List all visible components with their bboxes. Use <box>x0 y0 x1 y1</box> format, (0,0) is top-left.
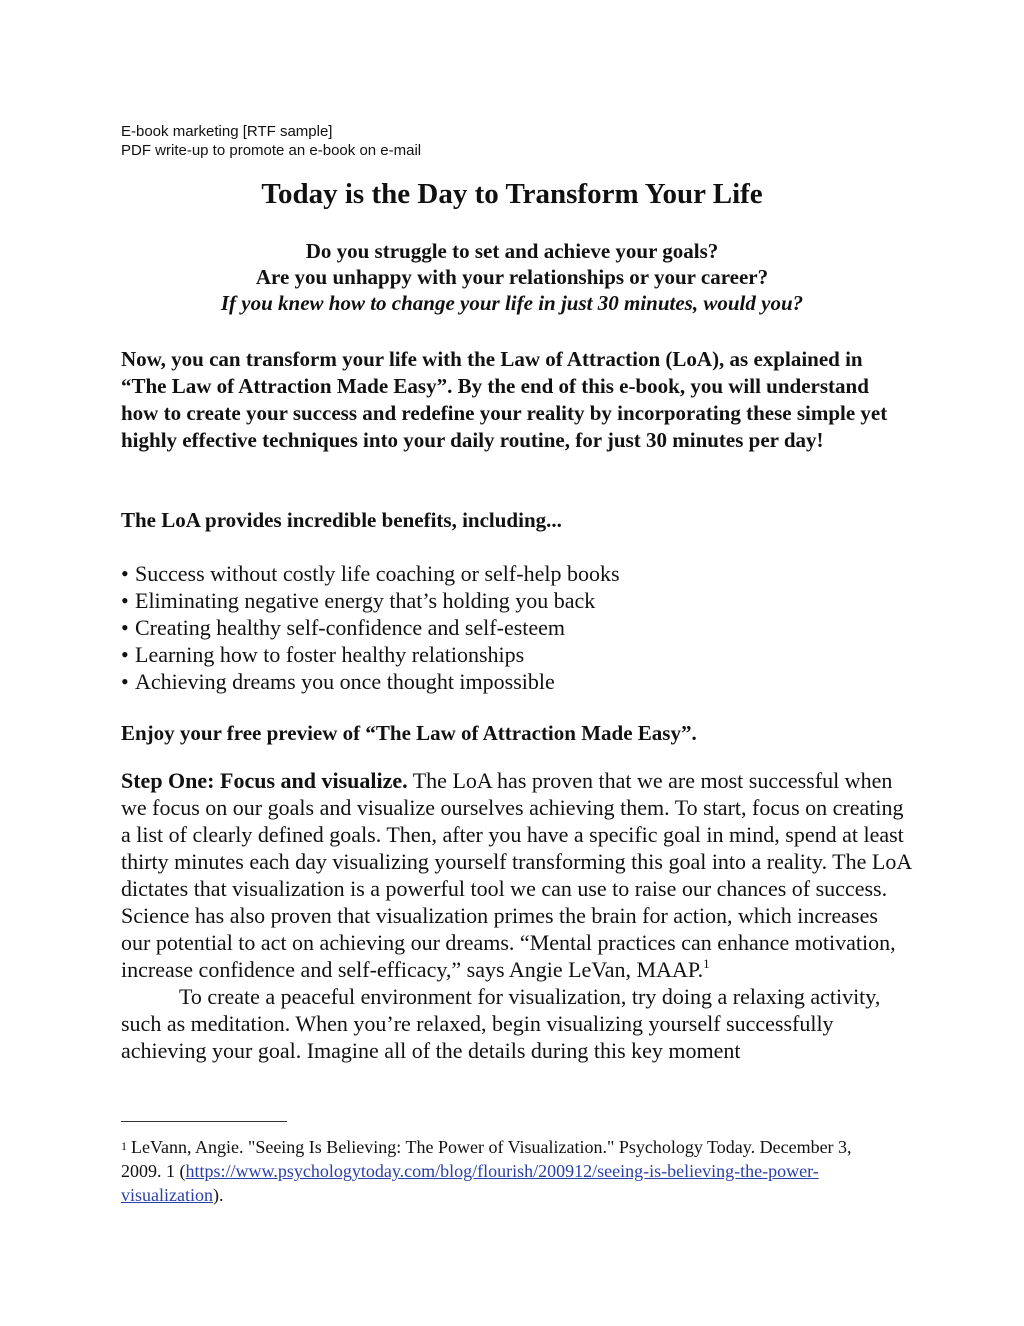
footnote-reference[interactable]: 1 <box>703 956 710 971</box>
list-item <box>121 614 620 641</box>
step-one-text: The LoA has proven that we are most successful when we focus on our goals and visualize ourselves achieving them. To start, focus on creating a list of clearly defined goals. Then, after you have a specific goal in mind, spend at least thirty minutes each day visualizing yourself transforming this goal into a reality. The LoA dictates that visualization is a powerful tool we can use to raise our chances of success. Science has also proven that visualization primes the brain for action, which increases our potential to act on achieving our dreams. “Mental practices can enhance motivation, increase confidence and self-efficacy,” says Angie LeVan, MAAP. <box>121 768 911 982</box>
page-title: Today is the Day to Transform Your Life <box>261 178 763 210</box>
footnote-closing: ). <box>212 1185 224 1205</box>
question-1: Do you struggle to set and achieve your goals? <box>305 239 719 263</box>
list-item-text: Learning how to foster healthy relationships <box>135 642 525 667</box>
list-item <box>121 560 620 587</box>
footnote-text: LeVann, Angie. "Seeing Is Believing: The Power of Visualization." Psychology Today. December 3, 2009. 1 ( <box>121 1137 852 1181</box>
list-item-text: Success without costly life coaching or self-help books <box>135 561 620 586</box>
list-item-text: Achieving dreams you once thought impossible <box>135 669 555 694</box>
preview-heading: Enjoy your free preview of “The Law of Attraction Made Easy”. <box>121 721 697 745</box>
list-item-text: Eliminating negative energy that’s holding you back <box>135 588 596 613</box>
question-2: Are you unhappy with your relationships or your career? <box>255 265 769 289</box>
step-one-label: Step One: Focus and visualize. <box>121 768 408 793</box>
step-one-section <box>121 767 911 1064</box>
header-line-1: E-book marketing [RTF sample] <box>121 123 333 140</box>
footnote-link[interactable]: https://www.psychologytoday.com/blog/flourish/200912/seeing-is-believing-the-power-visualization <box>121 1161 819 1205</box>
list-item-text: Creating healthy self-confidence and self-esteem <box>135 615 566 640</box>
step-one-paragraph <box>121 767 911 983</box>
list-item <box>121 668 620 695</box>
step-one-paragraph-2: To create a peaceful environment for visualization, try doing a relaxing activity, such as meditation. When you’re relaxed, begin visualizing yourself successfully achieving your goal. Imagine all of the details during this key moment <box>121 984 881 1063</box>
list-item <box>121 587 620 614</box>
benefits-heading: The LoA provides incredible benefits, including... <box>121 508 562 532</box>
benefits-list <box>121 560 620 695</box>
intro-paragraph: Now, you can transform your life with the Law of Attraction (LoA), as explained in “The Law of Attraction Made Easy”. By the end of this e-book, you will understand how to create your success and redefine your reality by incorporating these simple yet highly effective techniques into your daily routine, for just 30 minutes per day! <box>121 347 888 452</box>
bullet-icon: • <box>121 588 129 613</box>
footnote <box>121 1134 881 1207</box>
bullet-icon: • <box>121 615 129 640</box>
footnote-divider <box>121 1121 287 1122</box>
list-item <box>121 641 620 668</box>
header-line-2: PDF write-up to promote an e-book on e-mail <box>121 142 422 159</box>
document-header <box>121 122 421 160</box>
bullet-icon: • <box>121 669 129 694</box>
bullet-icon: • <box>121 561 129 586</box>
footnote-mark: 1 <box>121 1139 127 1153</box>
questions-block <box>0 238 1024 316</box>
bullet-icon: • <box>121 642 129 667</box>
question-3: If you knew how to change your life in just 30 minutes, would you? <box>220 291 804 315</box>
